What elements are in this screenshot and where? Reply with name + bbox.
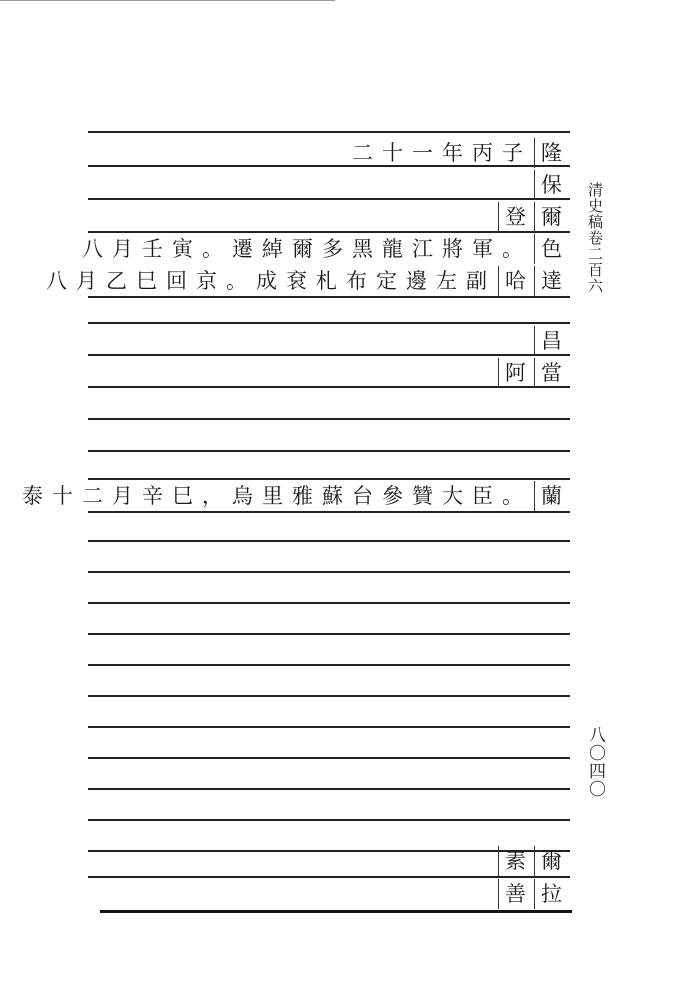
rule-line bbox=[88, 757, 570, 759]
rule-line bbox=[88, 726, 570, 728]
margin-book-title: 清史稿卷二百六 bbox=[586, 182, 604, 294]
rule-line bbox=[88, 633, 570, 635]
row-text-4 bbox=[82, 234, 568, 264]
rule-line bbox=[88, 695, 570, 697]
page-number: 八〇四〇 bbox=[585, 726, 605, 798]
rule-line bbox=[88, 788, 570, 790]
rule-line-bottom bbox=[100, 910, 572, 913]
rule-line bbox=[88, 296, 570, 298]
row-lead: 保 bbox=[534, 170, 568, 200]
rule-line bbox=[88, 511, 570, 513]
rule-line bbox=[88, 354, 570, 356]
rule-line bbox=[88, 664, 570, 666]
rule-line bbox=[88, 478, 570, 480]
row-text-1 bbox=[352, 138, 568, 168]
row-entry: 二十一年丙子 bbox=[352, 141, 532, 165]
row-lead: 拉 bbox=[534, 879, 568, 909]
row-text-2 bbox=[532, 170, 568, 200]
row-text-8 bbox=[22, 481, 568, 511]
rule-line bbox=[88, 571, 570, 573]
row-text-10 bbox=[496, 879, 568, 909]
rule-line bbox=[88, 819, 570, 821]
row-lead: 色 bbox=[534, 234, 568, 264]
rule-line bbox=[88, 131, 570, 133]
rule-line bbox=[88, 876, 570, 878]
row-lead: 蘭 bbox=[534, 481, 568, 511]
row-entry: 善 bbox=[498, 879, 532, 909]
row-entry: 八月壬寅。遷綽爾多黑龍江將軍。 bbox=[82, 237, 532, 261]
row-entry: 八月乙巳回京。成袞札布定邊左副 bbox=[46, 269, 496, 293]
rule-line bbox=[88, 540, 570, 542]
row-lead: 爾 bbox=[534, 846, 568, 876]
row-entry: 素 bbox=[498, 846, 532, 876]
rule-line bbox=[88, 198, 570, 200]
row-entry: 泰十二月辛巳，烏里雅蘇台參贊大臣。 bbox=[22, 484, 532, 508]
rule-line bbox=[88, 322, 570, 324]
row-text-7 bbox=[496, 358, 568, 388]
row-text-5 bbox=[46, 266, 568, 296]
row-text-3 bbox=[496, 202, 568, 232]
row-lead: 哈 bbox=[498, 266, 532, 296]
row-text-9 bbox=[496, 846, 568, 876]
row-lead: 隆 bbox=[534, 138, 568, 168]
row-entry: 阿 bbox=[498, 358, 532, 388]
row-lead: 爾 bbox=[534, 202, 568, 232]
row-lead: 昌 bbox=[534, 326, 568, 356]
scan-edge-line bbox=[0, 0, 335, 1]
row-text-6 bbox=[532, 326, 568, 356]
rule-line bbox=[88, 602, 570, 604]
row-entry: 登 bbox=[498, 202, 532, 232]
row-lead: 當 bbox=[534, 358, 568, 388]
rule-line bbox=[88, 418, 570, 420]
rule-line bbox=[88, 450, 570, 452]
row-lead: 達 bbox=[534, 266, 568, 296]
